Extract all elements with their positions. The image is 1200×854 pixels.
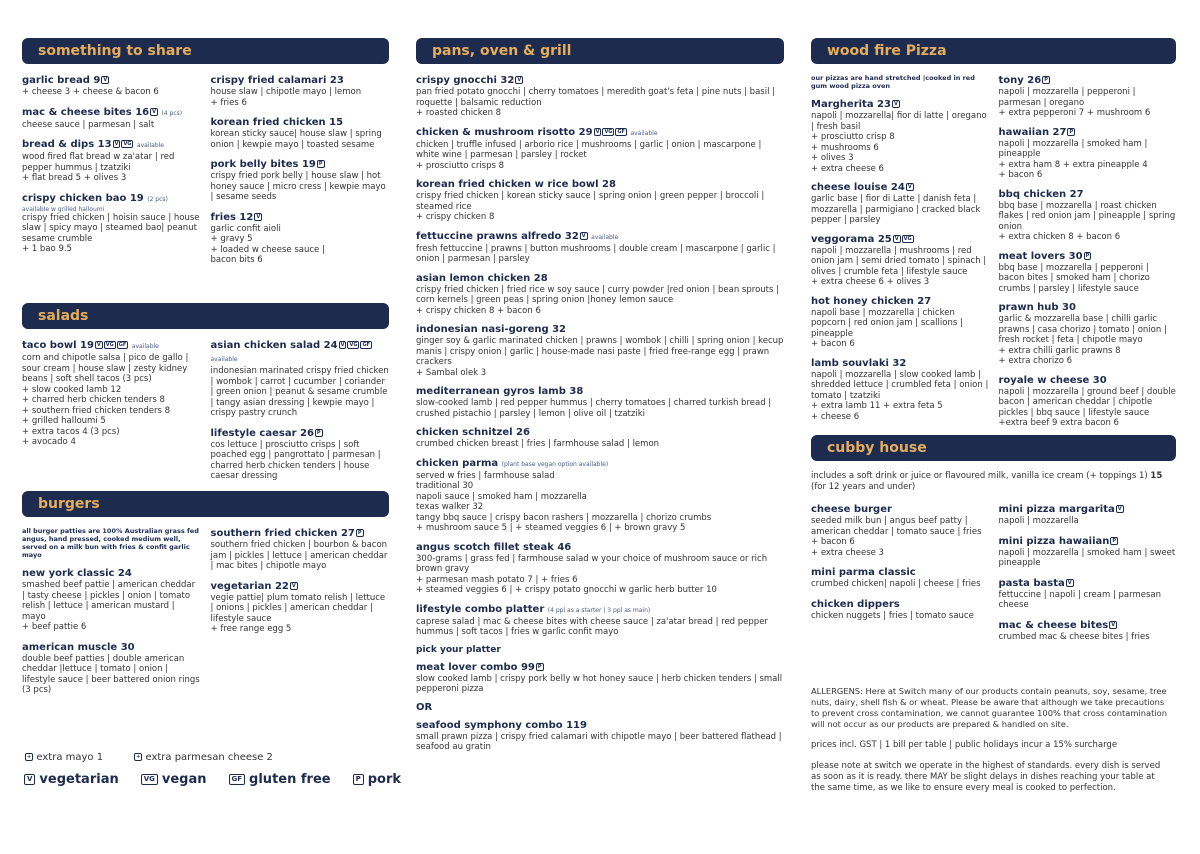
item-name: fries 12 V [210,211,261,223]
allergens-notice: ALLERGENS: Here at Switch many of our products contain peanuts, soy, sesame, tree nuts, dairy, shell fish & or wheat. Please be aware that although we take precautions to prevent cross contamination, we cannot guarantee 100% that cross contamination will not occur as our products are prepared & handled on site. [811,686,1167,729]
item-description: served w fries | farmhouse salad [416,470,555,481]
item-addons: + bacon 6 [811,339,855,349]
menu-item [211,427,390,482]
menu-item [416,323,784,378]
item-addons: + flat bread 5 + olives 3 [22,173,127,183]
item-description: crispy fried pork belly | house slaw | hot honey sauce | micro cress | kewpie mayo | sesame seeds [210,171,386,202]
item-description: chicken | truffle infused | arborio rice | mushrooms | garlic | onion | mascarpone | white wine | parmesan | parsley | rocket [416,139,762,160]
item-name: southern fried chicken 27 P [210,528,362,539]
menu-item [22,74,201,98]
item-description: southern fried chicken | bourbon & bacon jam | pickles | lettuce | american cheddar | mac bites | chipotle mayo [210,540,388,571]
menu-item [416,603,784,638]
item-description: napoli | mozzarella | ground beef | double bacon | american cheddar | chipotle pickles | bbq sauce | lifestyle sauce [998,386,1176,418]
item-subnote: available w grilled halloumi [22,205,105,213]
column-right [811,38,1176,447]
item-description: garlic confit aioli [210,223,281,234]
item-name: prawn hub 30 [998,302,1076,313]
item-description: garlic base | fior di Latte | danish feta | mozzarella | parmigiano | cracked black pepper | parsley [811,194,981,225]
item-note: (2 pcs) [147,195,168,203]
dietary-badge: P [318,161,323,167]
menu-item [22,567,201,633]
menu-item [999,301,1177,367]
dietary-badge: V [907,184,912,190]
section-banner-salads: salads [22,303,389,329]
section-banner-pans: pans, oven & grill [416,38,784,64]
item-addons: + 1 bao 9.5 [22,244,72,254]
item-name: pasta basta V [998,577,1072,589]
item-name: hot honey chicken 27 [811,295,932,307]
item-note: available [591,233,619,241]
salads-section [22,303,389,490]
pans-list [416,74,784,638]
item-name: crispy fried calamari 23 [210,75,344,86]
item-name: crispy chicken bao 19 (2 pcs) [22,192,168,204]
salads-list-right [211,339,390,490]
item-name: bread & dips 13 V VG available [22,139,164,150]
dietary-badge: P [357,530,362,536]
menu-item [811,357,989,423]
item-name: meat lover combo 99 P [416,661,542,673]
item-description: ginger soy & garlic marinated chicken | prawns | wombok | chilli | spring onion | kecup manis | crispy onion | garlic | house-made nasi paste | fried free-range egg | prawn crackers [416,336,784,367]
item-name: new york classic 24 [22,568,132,579]
dietary-badge: P [537,663,542,670]
menu-item [22,339,201,448]
dietary-badge: VG [105,342,114,348]
item-addons: + beef pattie 6 [22,622,87,632]
dietary-badge: V [291,582,296,589]
item-name: tony 26 P [998,75,1048,86]
dietary-badge: V [894,235,899,242]
item-name: meat lovers 30 P [998,250,1090,262]
item-name: hawaiian 27 P [998,126,1074,138]
menu-item [211,580,390,635]
item-name: seafood symphony combo 119 [416,719,587,731]
dietary-legend [24,772,401,787]
menu-item [416,126,784,172]
dietary-badge: V [96,342,101,348]
menu-item [211,339,390,419]
item-description: garlic & mozzarella base | chilli garlic prawns | casa chorizo | tomato | onion | fresh rocket | feta | chipotle mayo [998,314,1167,345]
dietary-badge: V [581,232,586,239]
menu-item [811,503,989,558]
menu-item [211,74,390,108]
item-addons: + parmesan mash potato 7 | + fries 6 + steamed veggies 6 | + crispy potato gnocchi w garlic herb butter 10 [416,574,717,595]
menu-item [999,374,1177,429]
item-note: (4 pcs) [161,109,183,117]
share-list-left [22,74,201,274]
item-name: mini parma classic [811,567,916,578]
item-note: available [131,343,159,350]
menu-item [811,295,989,350]
item-description: cos lettuce | prosciutto crisps | soft poached egg | pangrottato | parmesan | charred herb chicken tenders | house caesar dressing [210,439,381,481]
dietary-badge: VG [123,141,132,147]
item-name: mac & cheese bites V [998,619,1116,631]
menu-item [811,598,989,622]
item-description: slow-cooked lamb | red pepper hummus | cherry tomatoes | charred turkish bread | crushed pistachio | parsley | lemon | olive oil | tzatziki [416,398,772,419]
dietary-badge: V [103,77,108,83]
dietary-badge: GF [617,128,625,135]
item-addons: + extra chicken 8 + bacon 6 [998,232,1121,242]
burger-extras [24,752,273,763]
service-notice: please note at switch we operate in the highest of standards. every dish is served as soon as it is ready. there MAY be slight delays in dishes reaching your table at the same time, as we like to ensure every meal is cooked to perfection. [811,761,1161,793]
menu-item [811,181,989,226]
pizza-intro: our pizzas are hand stretched |cooked in red gum wood pizza oven [811,74,975,90]
item-description: crispy fried chicken | korean sticky sauce | spring onion | green pepper | broccoli | steamed rice [416,191,765,212]
item-description: slow cooked lamb | crispy pork belly w hot honey sauce | herb chicken tenders | small pepperoni pizza [416,673,783,694]
menu-item [211,527,390,572]
item-description: crumbed mac & cheese bites | fries [998,631,1150,642]
item-name: garlic bread 9 V [22,75,108,86]
item-name: mini pizza margarita V [998,504,1122,515]
dietary-badge: V [114,141,119,147]
item-note: available [136,142,164,149]
item-name: chicken dippers [811,598,900,610]
item-name: asian chicken salad 24 V VG GF available [210,340,370,363]
item-name: angus scotch fillet steak 46 [416,541,572,553]
item-description: 300-grams | grass fed | farmhouse salad w your choice of mushroom sauce or rich brown gravy [416,553,768,574]
item-name: fettuccine prawns alfredo 32 V available [416,230,619,242]
dietary-badge: P [316,429,321,436]
item-name: korean fried chicken 15 [210,117,344,128]
menu-item [416,178,784,223]
dietary-badge: V [595,128,600,135]
item-description: vegie pattie| plum tomato relish | lettuce | onions | pickles | american cheddar | lifestyle sauce [210,592,386,624]
item-description: crumbed chicken| napoli | cheese | fries [811,579,981,589]
pizza-items-right [999,74,1177,429]
footer-notes [811,686,1171,794]
item-addons: +extra beef 9 extra bacon 6 [998,418,1119,428]
legend-gluten-free: GF gluten free [229,772,331,787]
pizza-list-left [811,74,989,447]
item-description: bbq base | mozzarella | roast chicken flakes | red onion jam | pineapple | spring onion [998,200,1176,232]
dietary-badge: P [1044,77,1048,83]
dietary-badge: GF [118,342,127,348]
menu-item [22,106,201,131]
menu-item [416,457,784,534]
menu-item [211,158,390,203]
item-name: royale w cheese 30 [998,374,1107,386]
item-name: cheese louise 24 V [811,182,912,193]
item-description: seeded milk bun | angus beef patty | american cheddar | tomato sauce | fries [811,516,982,537]
burgers-items-left [22,567,201,696]
item-note: (plant base vegan option available) [501,460,609,468]
dietary-badge: V [1067,579,1072,586]
dietary-badge: VG [903,235,912,242]
item-name: mediterranean gyros lamb 38 [416,386,584,397]
dietary-badge: P [1112,537,1117,544]
dietary-badge: V [893,101,898,107]
dietary-badge: GF [362,342,370,348]
menu-item [811,233,989,288]
platter-2 [416,719,784,753]
item-name: vegetarian 22 V [210,580,296,592]
item-description: fresh fettuccine | prawns | button mushrooms | double cream | mascarpone | garlic | onion | parmesan | parsley [416,243,776,264]
item-addons: + extra chilli garlic prawns 8 + extra chorizo 6 [998,345,1121,366]
menu-item [999,503,1177,527]
dietary-badge: V [256,213,261,220]
menu-item [22,192,201,255]
item-description: crispy fried chicken | hoisin sauce | house slaw | spicy mayo | steamed bao| peanut sesame crumble [22,212,200,244]
section-banner-share: something to share [22,38,389,64]
item-addons: + fries 6 [210,97,247,108]
item-description: wood fired flat bread w za'atar | red pepper hummus | tzatziki [22,152,175,173]
dietary-badge: V [152,108,156,115]
item-description: fettuccine | napoli | cream | parmesan cheese [998,589,1162,610]
prices-notice: prices incl. GST | 1 bill per table | public holidays incur a 15% surcharge [811,740,1118,750]
item-name: lamb souvlaki 32 [811,357,907,369]
cubby-list-left [811,503,989,650]
dietary-badge: V [517,77,522,83]
column-left [22,38,389,274]
item-name: korean fried chicken w rice bowl 28 [416,179,616,190]
item-addons: + extra cheese 6 + olives 3 [811,277,930,287]
menu-item [416,74,784,119]
share-list-right [211,74,390,274]
item-description: caprese salad | mac & cheese bites with cheese sauce | za'atar bread | red pepper hummus | soft tacos | fries w garlic confit mayo [416,616,768,637]
menu-item [416,230,784,265]
cubby-section [811,435,1176,650]
menu-item [999,535,1177,569]
item-name: lifestyle combo platter (4 ppl as a starter | 3 ppl as main) [416,603,651,615]
item-description: smashed beef pattie | american cheddar | tasty cheese | pickles | onion | tomato relish | lettuce | american mustard | mayo [22,580,196,622]
dietary-badge: V [1117,506,1122,512]
item-name: taco bowl 19 V VG GF available [22,340,159,351]
menu-item [416,541,784,596]
item-name: chicken parma (plant base vegan option available) [416,457,609,469]
item-description: napoli | mozzarella | smoked ham | sweet pineapple [998,547,1176,568]
item-description: napoli | mozzarella | mushrooms | red onion jam | semi dried tomato | spinach | olives | crumble feta | lifestyle sauce [811,245,987,277]
extra-parmesan: + extra parmesan cheese 2 [136,752,273,763]
salads-list-left [22,339,201,490]
item-name: pork belly bites 19 P [210,159,323,170]
platter-1 [416,661,784,695]
item-description: napoli | mozzarella [998,516,1079,526]
item-name: american muscle 30 [22,641,135,653]
item-note: available [210,356,238,363]
item-addons: + extra lamb 11 + extra feta 5 + cheese 6 [811,401,943,422]
item-note: (4 ppl as a starter | 3 ppl as main) [547,606,651,614]
item-description: chicken nuggets | fries | tomato sauce [811,610,974,621]
pizza-items-left [811,98,989,422]
item-addons: + extra pepperoni 7 + mushroom 6 [998,108,1151,118]
item-name: mac & cheese bites 16 V (4 pcs) [22,106,183,118]
menu-item [999,577,1177,611]
item-name: cheese burger [811,504,892,515]
menu-item [811,566,989,590]
item-addons: traditional 30 napoli sauce | smoked ham | mozzarella texas walker 32 tangy bbq sauce | crispy bacon rashers | mozzarella | chorizo crumbs + mushroom sauce 5 | + steamed veggies 6 | + brown gravy 5 [416,481,712,533]
burgers-section [22,491,389,704]
column-middle [416,38,784,760]
cubby-list-right [999,503,1177,650]
item-name: chicken schnitzel 26 [416,427,530,438]
menu-item [22,641,201,696]
dietary-badge: VG [604,128,613,135]
cubby-intro: includes a soft drink or juice or flavoured milk, vanilla ice cream (+ toppings 1) 15 (for 12 years and under) [811,471,1163,492]
section-banner-burgers: burgers [22,491,389,517]
burgers-intro: all burger patties are 100% Australian grass fed angus, hand pressed, cooked medium well, served on a milk bun with fries & confit garlic mayo [22,527,199,559]
item-addons: + free range egg 5 [210,624,292,634]
legend-vegetarian: V vegetarian [24,772,119,787]
menu-item [22,138,201,184]
item-description: korean sticky sauce| house slaw | spring onion | kewpie mayo | toasted sesame [210,129,382,150]
item-name: indonesian nasi-goreng 32 [416,324,567,335]
dietary-badge: VG [349,342,358,348]
dietary-badge: V [340,342,345,348]
dietary-badge: P [1085,252,1090,259]
item-name: Margherita 23 V [811,99,898,110]
item-addons: + bacon 6 + extra cheese 3 [811,537,884,558]
menu-item [999,188,1177,243]
menu-item [999,619,1177,643]
item-name: veggorama 25 V VG [811,233,912,245]
item-name: asian lemon chicken 28 [416,272,548,284]
item-name: crispy gnocchi 32 V [416,75,522,86]
menu-item [416,385,784,419]
item-description: napoli | mozzarella | pepperoni | parmesan | oregano [998,87,1136,108]
menu-item [416,272,784,317]
item-addons: + roasted chicken 8 [416,108,502,118]
item-description: crumbed chicken breast | fries | farmhouse salad | lemon [416,439,660,449]
burgers-list-left [22,527,201,704]
item-description: napoli base | mozzarella | chicken popcorn | red onion jam | scallions | pineapple [811,307,963,339]
item-addons: + extra ham 8 + extra pineapple 4 + bacon 6 [998,159,1148,180]
item-description: small prawn pizza | crispy fried calamari with chipotle mayo | beer battered flathead | seafood au gratin [416,731,782,752]
item-description: double beef patties | double american cheddar |lettuce | tomato | onion | lifestyle sauce | beer battered onion rings (3 pcs) [22,653,200,695]
item-name: chicken & mushroom risotto 29 V VG GF available [416,126,658,138]
menu-item [811,98,989,174]
legend-pork: P pork [353,772,401,787]
dietary-badge: P [1069,128,1074,135]
menu-item [999,250,1177,295]
or-separator: OR [416,701,433,713]
item-description: napoli | mozzarella | smoked ham | pineapple [998,138,1148,159]
item-name: lifestyle caesar 26 P [210,427,321,439]
item-description: napoli | mozzarella | slow cooked lamb | shredded lettuce | crumbled feta | onion | tomato | tzatziki [811,369,989,401]
section-banner-pizza: wood fire Pizza [811,38,1176,64]
menu-item [416,661,784,695]
item-name: mini pizza hawaiian P [998,535,1117,547]
burgers-list-right [211,527,390,704]
extra-mayo: + extra mayo 1 [27,752,104,763]
item-addons: + crispy chicken 8 [416,212,495,222]
item-description: napoli | mozzarella| fior di latte | oregano | fresh basil [811,111,987,132]
menu-item [416,719,784,753]
item-name: bbq chicken 27 [998,188,1084,200]
item-addons: + crispy chicken 8 + bacon 6 [416,305,541,316]
legend-vegan: VG vegan [141,772,207,787]
item-description: indonesian marinated crispy fried chicken | wombok | carrot | cucumber | coriander | green onion | peanut & sesame crumble | tangy asian dressing | kewpie mayo | crispy pastry crunch [210,366,389,418]
pick-platter-label: pick your platter [416,644,501,655]
item-description: pan fried potato gnocchi | cherry tomatoes | meredith goat's feta | pine nuts | basil | roquette | balsamic reduction [416,87,775,108]
item-description: bbq base | mozzarella | pepperoni | bacon bites | smoked ham | chorizo crumbs | parsley | lifestyle sauce [998,262,1150,294]
item-addons: + Sambal olek 3 [416,367,487,378]
item-description: + cheese 3 + cheese & bacon 6 [22,87,159,97]
menu-item [211,211,390,266]
item-addons: + slow cooked lamb 12 + charred herb chicken tenders 8 + southern fried chicken tenders 8 + grilled halloumi 5 + extra tacos 4 (3 pcs) + avocado 4 [22,384,171,447]
item-addons: + prosciutto crisps 8 [416,160,505,171]
menu-item [999,126,1177,181]
menu-item [416,426,784,450]
item-description: crispy fried chicken | fried rice w soy sauce | curry powder |red onion | bean sprouts | corn kernels | green peas | spring onion |honey lemon sauce [416,284,779,305]
pizza-list-right [999,74,1177,447]
item-addons: + prosciutto crisp 8 + mushrooms 6 + olives 3 + extra cheese 6 [811,132,895,174]
item-addons: + gravy 5 + loaded w cheese sauce | bacon bits 6 [210,234,325,265]
item-note: available [630,129,658,137]
item-description: corn and chipotle salsa | pico de gallo | sour cream | house slaw | zesty kidney beans | soft shell tacos (3 pcs) [22,353,189,384]
section-banner-cubby: cubby house [811,435,1176,461]
menu-item [211,116,390,150]
item-description: cheese sauce | parmesan | salt [22,119,155,130]
dietary-badge: V [1111,621,1116,628]
menu-item [999,74,1177,119]
item-description: house slaw | chipotle mayo | lemon [210,87,362,97]
